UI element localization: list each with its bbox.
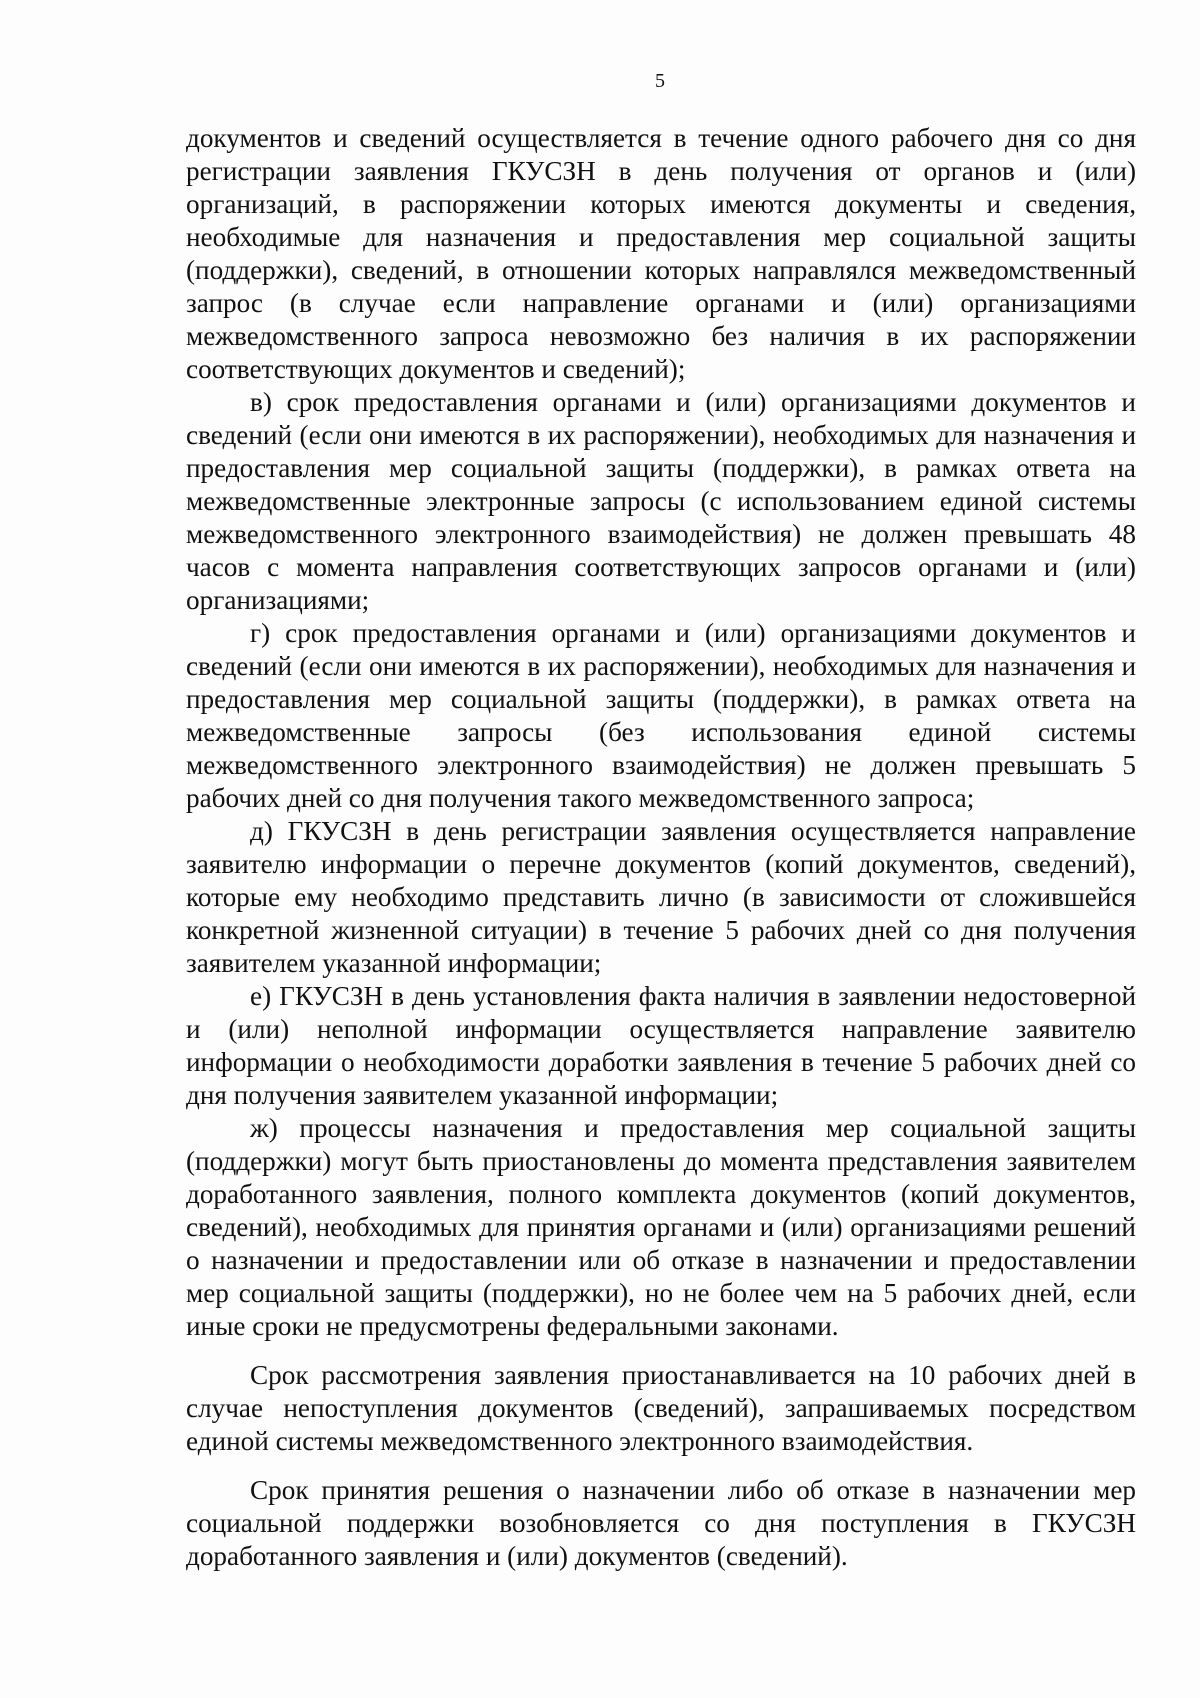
paragraph-suspension-term: Срок рассмотрения заявления приостанавливается на 10 рабочих дней в случае непоступления документов (сведений), запрашиваемых посредством единой системы межведомственного электронного взаимодействия. <box>186 1360 1136 1456</box>
paragraph-item-d: д) ГКУСЗН в день регистрации заявления осуществляется направление заявителю информации о перечне документов (копий документов, сведений), которые ему необходимо представить лично (в зависимости от сложившейся конкретной жизненной ситуации) в течение 5 рабочих дней со дня получения заявителем указанной информации; <box>186 816 1136 978</box>
paragraph-item-zh: ж) процессы назначения и предоставления мер социальной защиты (поддержки) могут быть приостановлены до момента представления заявителем доработанного заявления, полного комплекта документов (копий документов, сведений), необходимых для принятия органами и (или) организациями решений о назначении и предоставлении или об отказе в назначении и предоставлении мер социальной защиты (поддержки), но не более чем на 5 рабочих дней, если иные сроки не предусмотрены федеральными законами. <box>186 1113 1136 1341</box>
paragraph-item-e: е) ГКУСЗН в день установления факта наличия в заявлении недостоверной и (или) неполной информации осуществляется направление заявителю информации о необходимости доработки заявления в течение 5 рабочих дней со дня получения заявителем указанной информации; <box>186 981 1136 1110</box>
paragraph-item-v: в) срок предоставления органами и (или) организациями документов и сведений (если они имеются в их распоряжении), необходимых для назначения и предоставления мер социальной защиты (поддержки), в рамках ответа на межведомственные электронные запросы (с использованием единой системы межведомственного электронного взаимодействия) не должен превышать 48 часов с момента направления соответствующих запросов органами и (или) организациями; <box>186 387 1136 615</box>
paragraph-item-g: г) срок предоставления органами и (или) организациями документов и сведений (если они имеются в их распоряжении), необходимых для назначения и предоставления мер социальной защиты (поддержки), в рамках ответа на межведомственные запросы (без использования единой системы межведомственного электронного взаимодействия) не должен превышать 5 рабочих дней со дня получения такого межведомственного запроса; <box>186 618 1136 813</box>
paragraph-continuation: документов и сведений осуществляется в течение одного рабочего дня со дня регистрации заявления ГКУСЗН в день получения от органов и (или) организаций, в распоряжении которых имеются документы и сведения, необходимые для назначения и предоставления мер социальной защиты (поддержки), сведений, в отношении которых направлялся межведомственный запрос (в случае если направление органами и (или) организациями межведомственного запроса невозможно без наличия в их распоряжении соответствующих документов и сведений); <box>186 123 1136 384</box>
document-body <box>186 122 1136 1573</box>
paragraph-decision-term: Срок принятия решения о назначении либо об отказе в назначении мер социальной поддержки возобновляется со дня поступления в ГКУСЗН доработанного заявления и (или) документов (сведений). <box>186 1475 1136 1571</box>
page-number: 5 <box>655 70 665 92</box>
